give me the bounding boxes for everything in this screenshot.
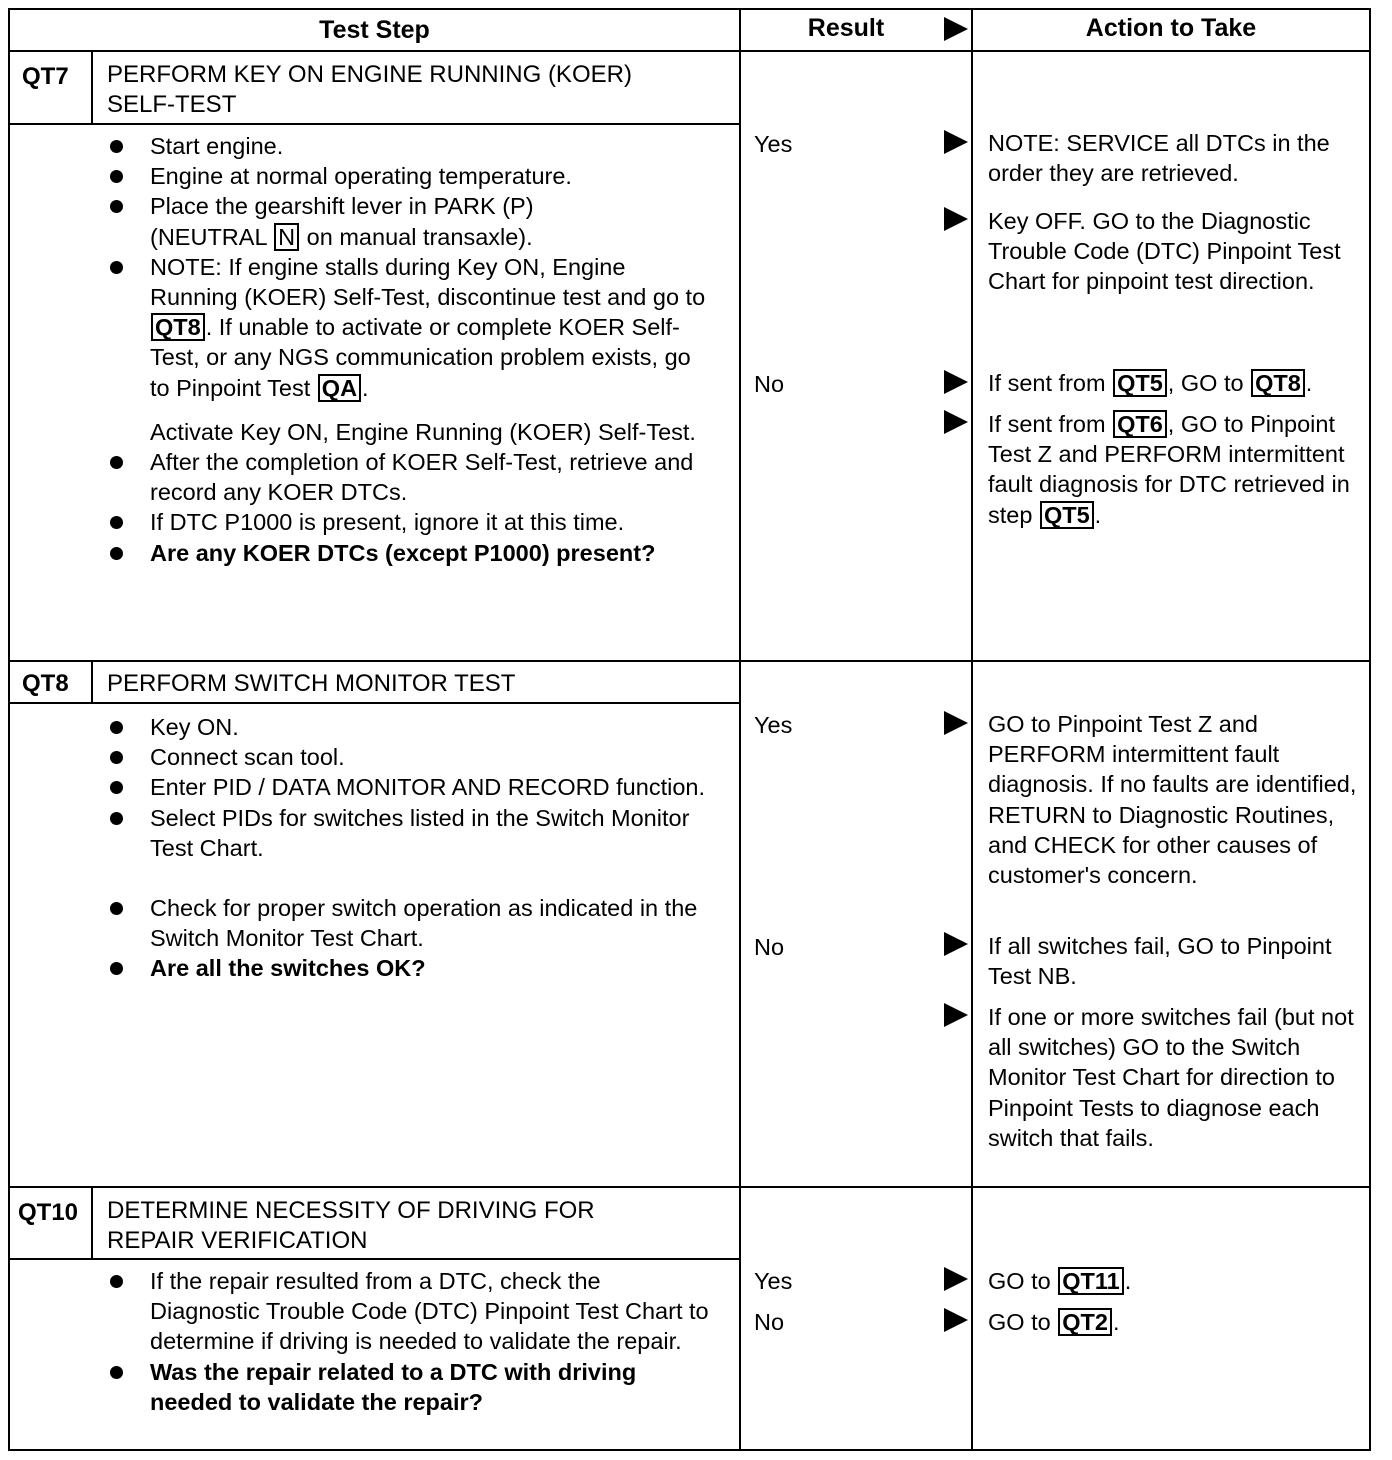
step-title-qt7-line2: SELF-TEST	[107, 91, 237, 118]
action-no-qt8-1: If all switches fail, GO to Pinpoint Test NB.	[988, 933, 1332, 990]
arrow-icon	[944, 207, 968, 231]
table-border-left	[8, 8, 10, 1451]
list-item-text: NOTE: If engine stalls during Key ON, Engine Running (KOER) Self-Test, discontinue test and go to	[150, 253, 706, 311]
step-title-qt7	[93, 52, 733, 120]
action-no-qt10	[988, 1307, 1368, 1337]
list-item-text: Place the gearshift lever in PARK (P)	[150, 193, 534, 220]
action-text: If sent from	[988, 411, 1113, 437]
action-no-qt8-2: If one or more switches fail (but not all switches) GO to the Switch Monitor Test Chart for direction to Pinpoint Tests to diagnose each switch that fails.	[988, 1004, 1354, 1151]
list-item: Connect scan tool.	[92, 742, 712, 772]
result-yes-qt10: Yes	[754, 1268, 793, 1294]
step-title-qt10-line1: DETERMINE NECESSITY OF DRIVING FOR	[107, 1197, 595, 1224]
boxed-ref-qt11: QT11	[1058, 1267, 1123, 1295]
boxed-ref-neutral: N	[274, 223, 299, 251]
list-item-text: (NEUTRAL	[150, 223, 274, 250]
arrow-icon	[944, 410, 968, 434]
step-title-qt7-line1: PERFORM KEY ON ENGINE RUNNING (KOER)	[107, 61, 632, 88]
list-item-question: Was the repair related to a DTC with driving needed to validate the repair?	[92, 1357, 712, 1417]
step-id-qt10: QT10	[18, 1199, 79, 1226]
list-item: Select PIDs for switches listed in the Switch Monitor Test Chart.	[92, 803, 712, 863]
column-divider-result	[739, 8, 741, 1451]
list-item: Enter PID / DATA MONITOR AND RECORD function.	[92, 772, 712, 802]
table-border-right	[1369, 8, 1371, 1451]
result-no-qt10: No	[754, 1309, 785, 1335]
list-item: If DTC P1000 is present, ignore it at this time.	[92, 507, 712, 537]
boxed-ref-qt5: QT5	[1113, 369, 1167, 397]
step-body-qt10	[92, 1266, 712, 1417]
action-text: GO to	[988, 1268, 1058, 1294]
header-result: Result	[807, 14, 885, 42]
action-text: .	[1305, 370, 1313, 396]
list-item: Engine at normal operating temperature.	[92, 161, 712, 191]
list-item: If the repair resulted from a DTC, check the Diagnostic Trouble Code (DTC) Pinpoint Test Chart to determine if driving is needed to validate the repair.	[92, 1266, 712, 1357]
boxed-ref-qt5: QT5	[1040, 501, 1094, 529]
action-yes-qt8: GO to Pinpoint Test Z and PERFORM intermittent fault diagnosis. If no faults are identified, RETURN to Diagnostic Routines, and CHECK for other causes of customer's concern.	[988, 711, 1357, 889]
step-title-qt10	[93, 1188, 733, 1256]
action-text: .	[1094, 501, 1102, 528]
list-item-text: .	[362, 374, 369, 401]
column-divider-action	[971, 8, 973, 1451]
action-yes-qt7-1: NOTE: SERVICE all DTCs in the order they are retrieved.	[988, 130, 1330, 187]
list-item-question: Are any KOER DTCs (except P1000) present?	[92, 538, 712, 568]
title-divider-qt7	[8, 123, 740, 125]
boxed-ref-qt8: QT8	[1251, 369, 1305, 397]
arrow-icon	[944, 711, 968, 735]
action-text: , GO to	[1167, 370, 1251, 396]
list-item: After the completion of KOER Self-Test, retrieve and record any KOER DTCs.	[92, 447, 712, 507]
boxed-ref-qt6: QT6	[1113, 410, 1167, 438]
action-text: If sent from	[988, 370, 1113, 396]
step-id-qt7: QT7	[22, 63, 69, 90]
step-title-qt8: PERFORM SWITCH MONITOR TEST	[107, 670, 516, 697]
result-no-qt8: No	[754, 934, 785, 960]
action-text: .	[1112, 1309, 1120, 1335]
action-text: , GO to Pinpoint Test Z and PERFORM intermittent fault diagnosis for DTC retrieved in step	[988, 411, 1350, 528]
header-arrow-icon	[944, 17, 968, 41]
list-item: Start engine.	[92, 131, 712, 161]
list-item: Check for proper switch operation as indicated in the Switch Monitor Test Chart.	[92, 893, 712, 953]
list-item-question: Are all the switches OK?	[92, 953, 712, 983]
boxed-ref-qa: QA	[318, 374, 361, 402]
action-yes-qt7-2: Key OFF. GO to the Diagnostic Trouble Code (DTC) Pinpoint Test Chart for pinpoint test direction.	[988, 208, 1341, 295]
list-item	[92, 252, 712, 403]
arrow-icon	[944, 1267, 968, 1291]
step-body-qt8	[92, 712, 712, 984]
boxed-ref-qt2: QT2	[1058, 1308, 1112, 1336]
list-item: Key ON.	[92, 712, 712, 742]
arrow-icon	[944, 130, 968, 154]
title-divider-qt8	[8, 702, 740, 704]
result-no-qt7: No	[754, 371, 785, 397]
header-action: Action to Take	[1085, 14, 1257, 42]
step-body-qt7	[92, 131, 712, 568]
step-title-qt10-line2: REPAIR VERIFICATION	[107, 1227, 368, 1254]
action-text: GO to	[988, 1309, 1058, 1335]
title-divider-qt10	[8, 1258, 740, 1260]
boxed-ref-qt8: QT8	[151, 313, 205, 341]
arrow-icon	[944, 932, 968, 956]
arrow-icon	[944, 1003, 968, 1027]
result-yes-qt7: Yes	[754, 131, 793, 157]
action-no-qt7-1	[988, 368, 1368, 398]
action-text: .	[1124, 1268, 1132, 1294]
table-border-bottom	[8, 1449, 1371, 1451]
result-yes-qt8: Yes	[754, 712, 793, 738]
step-id-qt8: QT8	[22, 670, 69, 697]
arrow-icon	[944, 1308, 968, 1332]
action-yes-qt10	[988, 1266, 1368, 1296]
list-item-text: on manual transaxle).	[300, 223, 533, 250]
list-item-text: . If unable to activate or complete KOER Self-Test, or any NGS communication problem exists, go to Pinpoint Test	[150, 314, 691, 401]
list-item	[92, 191, 712, 251]
paragraph: Activate Key ON, Engine Running (KOER) Self-Test.	[150, 418, 696, 445]
arrow-icon	[944, 370, 968, 394]
action-no-qt7-2	[988, 409, 1368, 530]
header-test-step: Test Step	[319, 16, 430, 44]
